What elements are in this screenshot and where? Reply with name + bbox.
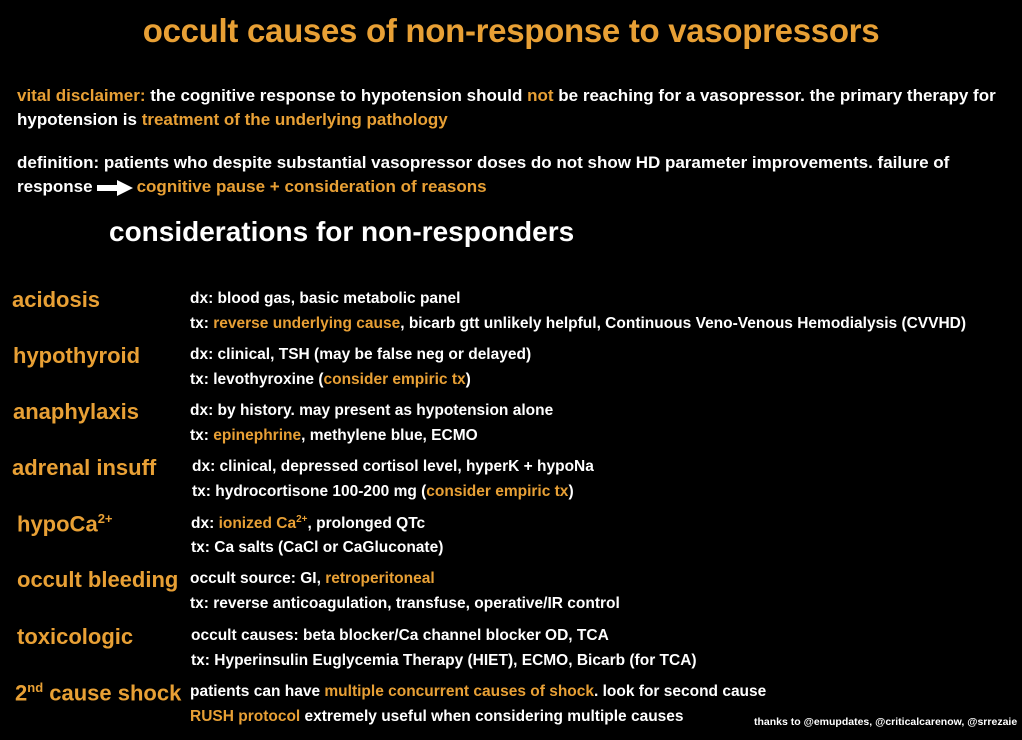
condition-name: occult bleeding xyxy=(17,567,179,592)
condition-row xyxy=(0,567,1022,623)
section-subtitle: considerations for non-responders xyxy=(109,216,575,247)
condition-dx-line: dx: blood gas, basic metabolic panel xyxy=(190,290,461,307)
disclaimer-text-1: the cognitive response to hypotension should xyxy=(145,86,528,105)
condition-tx-line: tx: hydrocortisone 100-200 mg (consider empiric tx) xyxy=(192,483,574,500)
condition-name: anaphylaxis xyxy=(13,399,139,424)
condition-tx-line: tx: Ca salts (CaCl or CaGluconate) xyxy=(191,539,444,556)
condition-row xyxy=(0,624,1022,680)
condition-tx-line: tx: levothyroxine (consider empiric tx) xyxy=(190,371,471,388)
condition-dx-line: occult source: GI, retroperitoneal xyxy=(190,570,435,587)
page-title: occult causes of non-response to vasopressors xyxy=(142,12,880,49)
condition-name: acidosis xyxy=(12,287,101,312)
disclaimer-paragraph xyxy=(17,84,1012,132)
definition-text: definition: patients who despite substantial vasopressor doses do not show HD parameter improvements. failure of response xyxy=(17,153,950,196)
definition-highlight: cognitive pause + consideration of reasons xyxy=(136,177,487,196)
condition-row xyxy=(0,511,1022,567)
condition-tx-line: tx: epinephrine, methylene blue, ECMO xyxy=(190,427,478,444)
disclaimer-text-2: be reaching for a vasopressor. the primary therapy for hypotension is xyxy=(17,86,996,129)
condition-tx-line: tx: reverse underlying cause, bicarb gtt unlikely helpful, Continuous Veno-Venous Hemodialysis (CVVHD) xyxy=(190,315,967,332)
condition-dx-line: dx: by history. may present as hypotension alone xyxy=(190,402,554,419)
condition-dx-line: dx: ionized $Ca^{2+}$, prolonged QTc xyxy=(191,514,426,533)
condition-tx-line: tx: Hyperinsulin Euglycemia Therapy (HIET), ECMO, Bicarb (for TCA) xyxy=(191,652,697,669)
condition-row xyxy=(0,287,1022,343)
condition-tx-line: RUSH protocol extremely useful when considering multiple causes xyxy=(190,708,684,725)
condition-dx-line: dx: clinical, depressed cortisol level, hyperK + hypoNa xyxy=(192,458,594,475)
condition-name: toxicologic xyxy=(17,624,134,649)
condition-tx-line: tx: reverse anticoagulation, transfuse, operative/IR control xyxy=(190,595,620,612)
definition-paragraph xyxy=(17,151,1012,199)
condition-name: hypoCa$^{2+}$ xyxy=(17,511,113,537)
condition-dx-line: dx: clinical, TSH (may be false neg or delayed) xyxy=(190,346,532,363)
credit-text: thanks to @emupdates, @criticalcarenow, @srrezaie xyxy=(754,716,1018,728)
condition-name: 2nd cause shock xyxy=(15,680,182,706)
condition-name: hypothyroid xyxy=(13,343,141,368)
condition-dx-line: occult causes: beta blocker/Ca channel blocker OD, TCA xyxy=(191,627,609,644)
condition-name: adrenal insuff xyxy=(12,455,157,480)
disclaimer-label: vital disclaimer: xyxy=(17,86,146,105)
condition-dx-line: patients can have multiple concurrent causes of shock. look for second cause xyxy=(190,683,767,700)
disclaimer-not: not xyxy=(527,86,554,105)
condition-row xyxy=(0,343,1022,399)
condition-row xyxy=(0,399,1022,455)
condition-row xyxy=(0,455,1022,511)
disclaimer-highlight: treatment of the underlying pathology xyxy=(141,110,448,129)
right-arrow-icon xyxy=(97,180,133,196)
